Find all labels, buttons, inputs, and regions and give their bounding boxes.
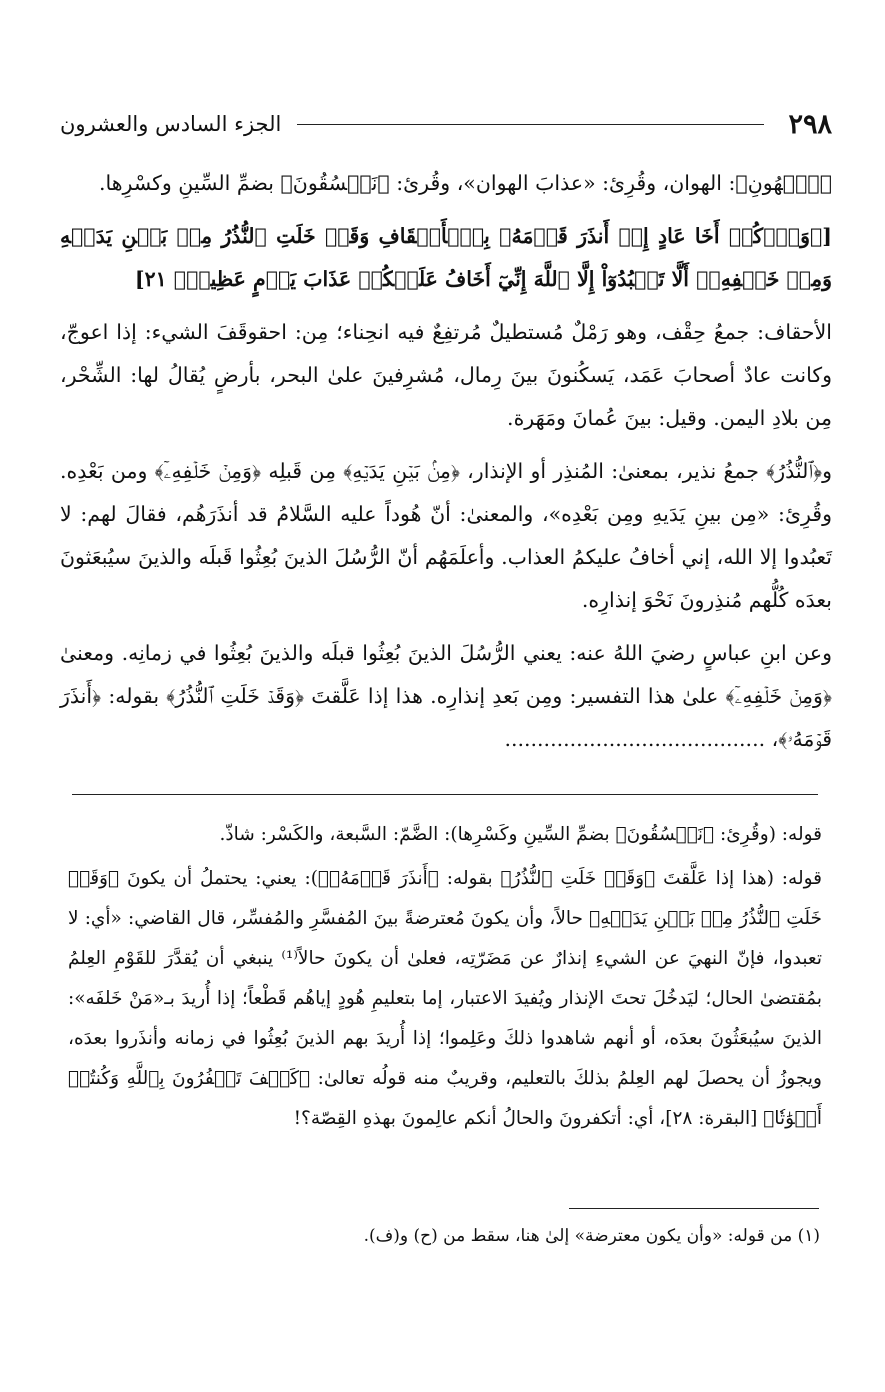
footnote-separator <box>569 1208 819 1209</box>
header-rule <box>297 124 764 125</box>
running-head: الجزء السادس والعشرون <box>60 112 282 136</box>
commentary <box>68 815 822 1143</box>
paragraph-definition-hun: ﴿ٱلۡهُونِ﴾: الهوان، وقُرِئ: «عذابَ الهوان»، وقُرئ: ﴿نَفۡسُقُونَ﴾ بضمِّ السِّينِ وكسْرِها. <box>98 171 832 195</box>
footnote: (١) من قوله: «وأن يكون معترضة» إلىٰ هنا، سقط من (ح) و(ف). <box>363 1226 820 1246</box>
paragraph-ibn-abbas: وعن ابنِ عباسٍ رضيَ اللهُ عنه: يعني الرُّسُلَ الذينَ بُعِثُوا قبلَه والذينَ بُعِثُوا في زمانِه. ومعنىٰ ﴿وَمِنۡ خَلۡفِهِۦٓ﴾ علىٰ هذا التفسير: ومِن بَعدِ إنذارِه. هذا إذا عَلَّقتَ ﴿وَقَدۡ خَلَتِ ٱلنُّذُرُ﴾ بقوله: ﴿أَنذَرَ قَوۡمَهُۥ﴾، ........................................ <box>60 641 832 751</box>
main-text <box>60 162 832 771</box>
page-number: ٢٩٨ <box>788 108 832 140</box>
paragraph-ahqaf: الأحقاف: جمعُ حِقْف، وهو رَمْلٌ مُستطيلٌ مُرتفِعٌ فيه انحِناء؛ مِن: احقوقَفَ الشيء: إذا اعوجّ، وكانت عادٌ أصحابَ عَمَد، يَسكُنونَ بينَ رِمال، مُشرِفينَ علىٰ البحر، بأرضٍ يُقالُ لها: الشِّحْر، مِن بلادِ اليمن. وقيل: بينَ عُمانَ ومَهَرة. <box>60 320 832 430</box>
commentary-note-1: قوله: (وقُرِئ: ﴿نَفۡسُقُونَ﴾ بضمِّ السِّينِ وكَسْرِها): الضَّمّ: السَّبعة، والكَسْر: شاذّ. <box>219 824 822 845</box>
commentary-separator <box>72 794 818 795</box>
commentary-note-2: قوله: (هذا إذا عَلَّقتَ ﴿وَقَدۡ خَلَتِ ٱلنُّذُرُ﴾ بقوله: ﴿أَنذَرَ قَوۡمَهُۥ﴾): يعني: يحتملُ أن يكونَ ﴿وَقَدۡ خَلَتِ ٱلنُّذُرُ مِنۢ بَيۡنِ يَدَيۡهِ﴾ حالاً، وأن يكونَ مُعترضةً بينَ المُفسَّرِ والمُفسِّر، قال القاضي: «أي: لا تعبدوا، فإنّ النهيَ عن الشيءِ إنذارٌ عن مَضَرّتِه، فعلىٰ أن يكونَ حالاً⁽¹⁾ ينبغي أن يُقدَّرَ للقَوْمِ العِلمُ بمُقتضىٰ الحال؛ ليَدخُلَ تحتَ الإنذار ويُفيدَ الاعتبار، إما بتعليمِ هُودٍ إياهُم قَطْعاً؛ إذا أُريدَ بـ«مَنْ خَلفَه»: الذينَ سيُبعَثُونَ بعدَه، أو أنهم شاهدوا ذلكَ وعَلِموا؛ إذا أُريدَ بهم الذينَ بُعِثُوا في زمانه وأنذَروا بعدَه، ويجوزُ أن يحصلَ لهم العِلمُ بذلكَ بالتعليم، وقريبٌ منه قولُه تعالىٰ: ﴿كَيۡفَ تَكۡفُرُونَ بِٱللَّهِ وَكُنتُمۡ أَمۡوَٰتٗا﴾ [البقرة: ٢٨]، أي: أتكفرونَ والحالُ أنكم عالِمونَ بهذهِ القِصّة؟! <box>68 868 822 1129</box>
quran-verse-21: [﴿وَٱذۡكُرۡ أَخَا عَادٍ إِذۡ أَنذَرَ قَوۡمَهُۥ بِٱلۡأَحۡقَافِ وَقَدۡ خَلَتِ ٱلنُّذُرُ مِنۢ بَيۡنِ يَدَيۡهِ وَمِنۡ خَلۡفِهِۦٓ أَلَّا تَعۡبُدُوٓاْ إِلَّا ٱللَّهَ إِنِّيٓ أَخَافُ عَلَيۡكُمۡ عَذَابَ يَوۡمٍ عَظِيمٖ﴾ ٢١] <box>60 224 832 291</box>
paragraph-nudhur: و﴿ٱلنُّذُرُ﴾ جمعُ نذير، بمعنىٰ: المُنذِر أو الإنذار، ﴿مِنۢ بَيۡنِ يَدَيۡهِ﴾ مِن قَبلِه ﴿وَمِنۡ خَلۡفِهِۦٓ﴾ ومن بَعْدِه. وقُرِئ: «مِن بينِ يَدَيهِ ومِن بَعْدِه»، والمعنىٰ: أنّ هُوداً عليه السَّلامُ قد أنذَرَهُم، فقالَ لهم: لا تَعبُدوا إلا الله، إني أخافُ عليكمُ العذاب. وأعلَمَهُم أنّ الرُّسُلَ الذينَ بُعِثُوا قَبلَه والذينَ سيُبعَثونَ بعدَه كُلُّهم مُنذِرونَ نَحْوَ إنذارِه. <box>60 459 832 612</box>
page-header <box>60 104 832 144</box>
